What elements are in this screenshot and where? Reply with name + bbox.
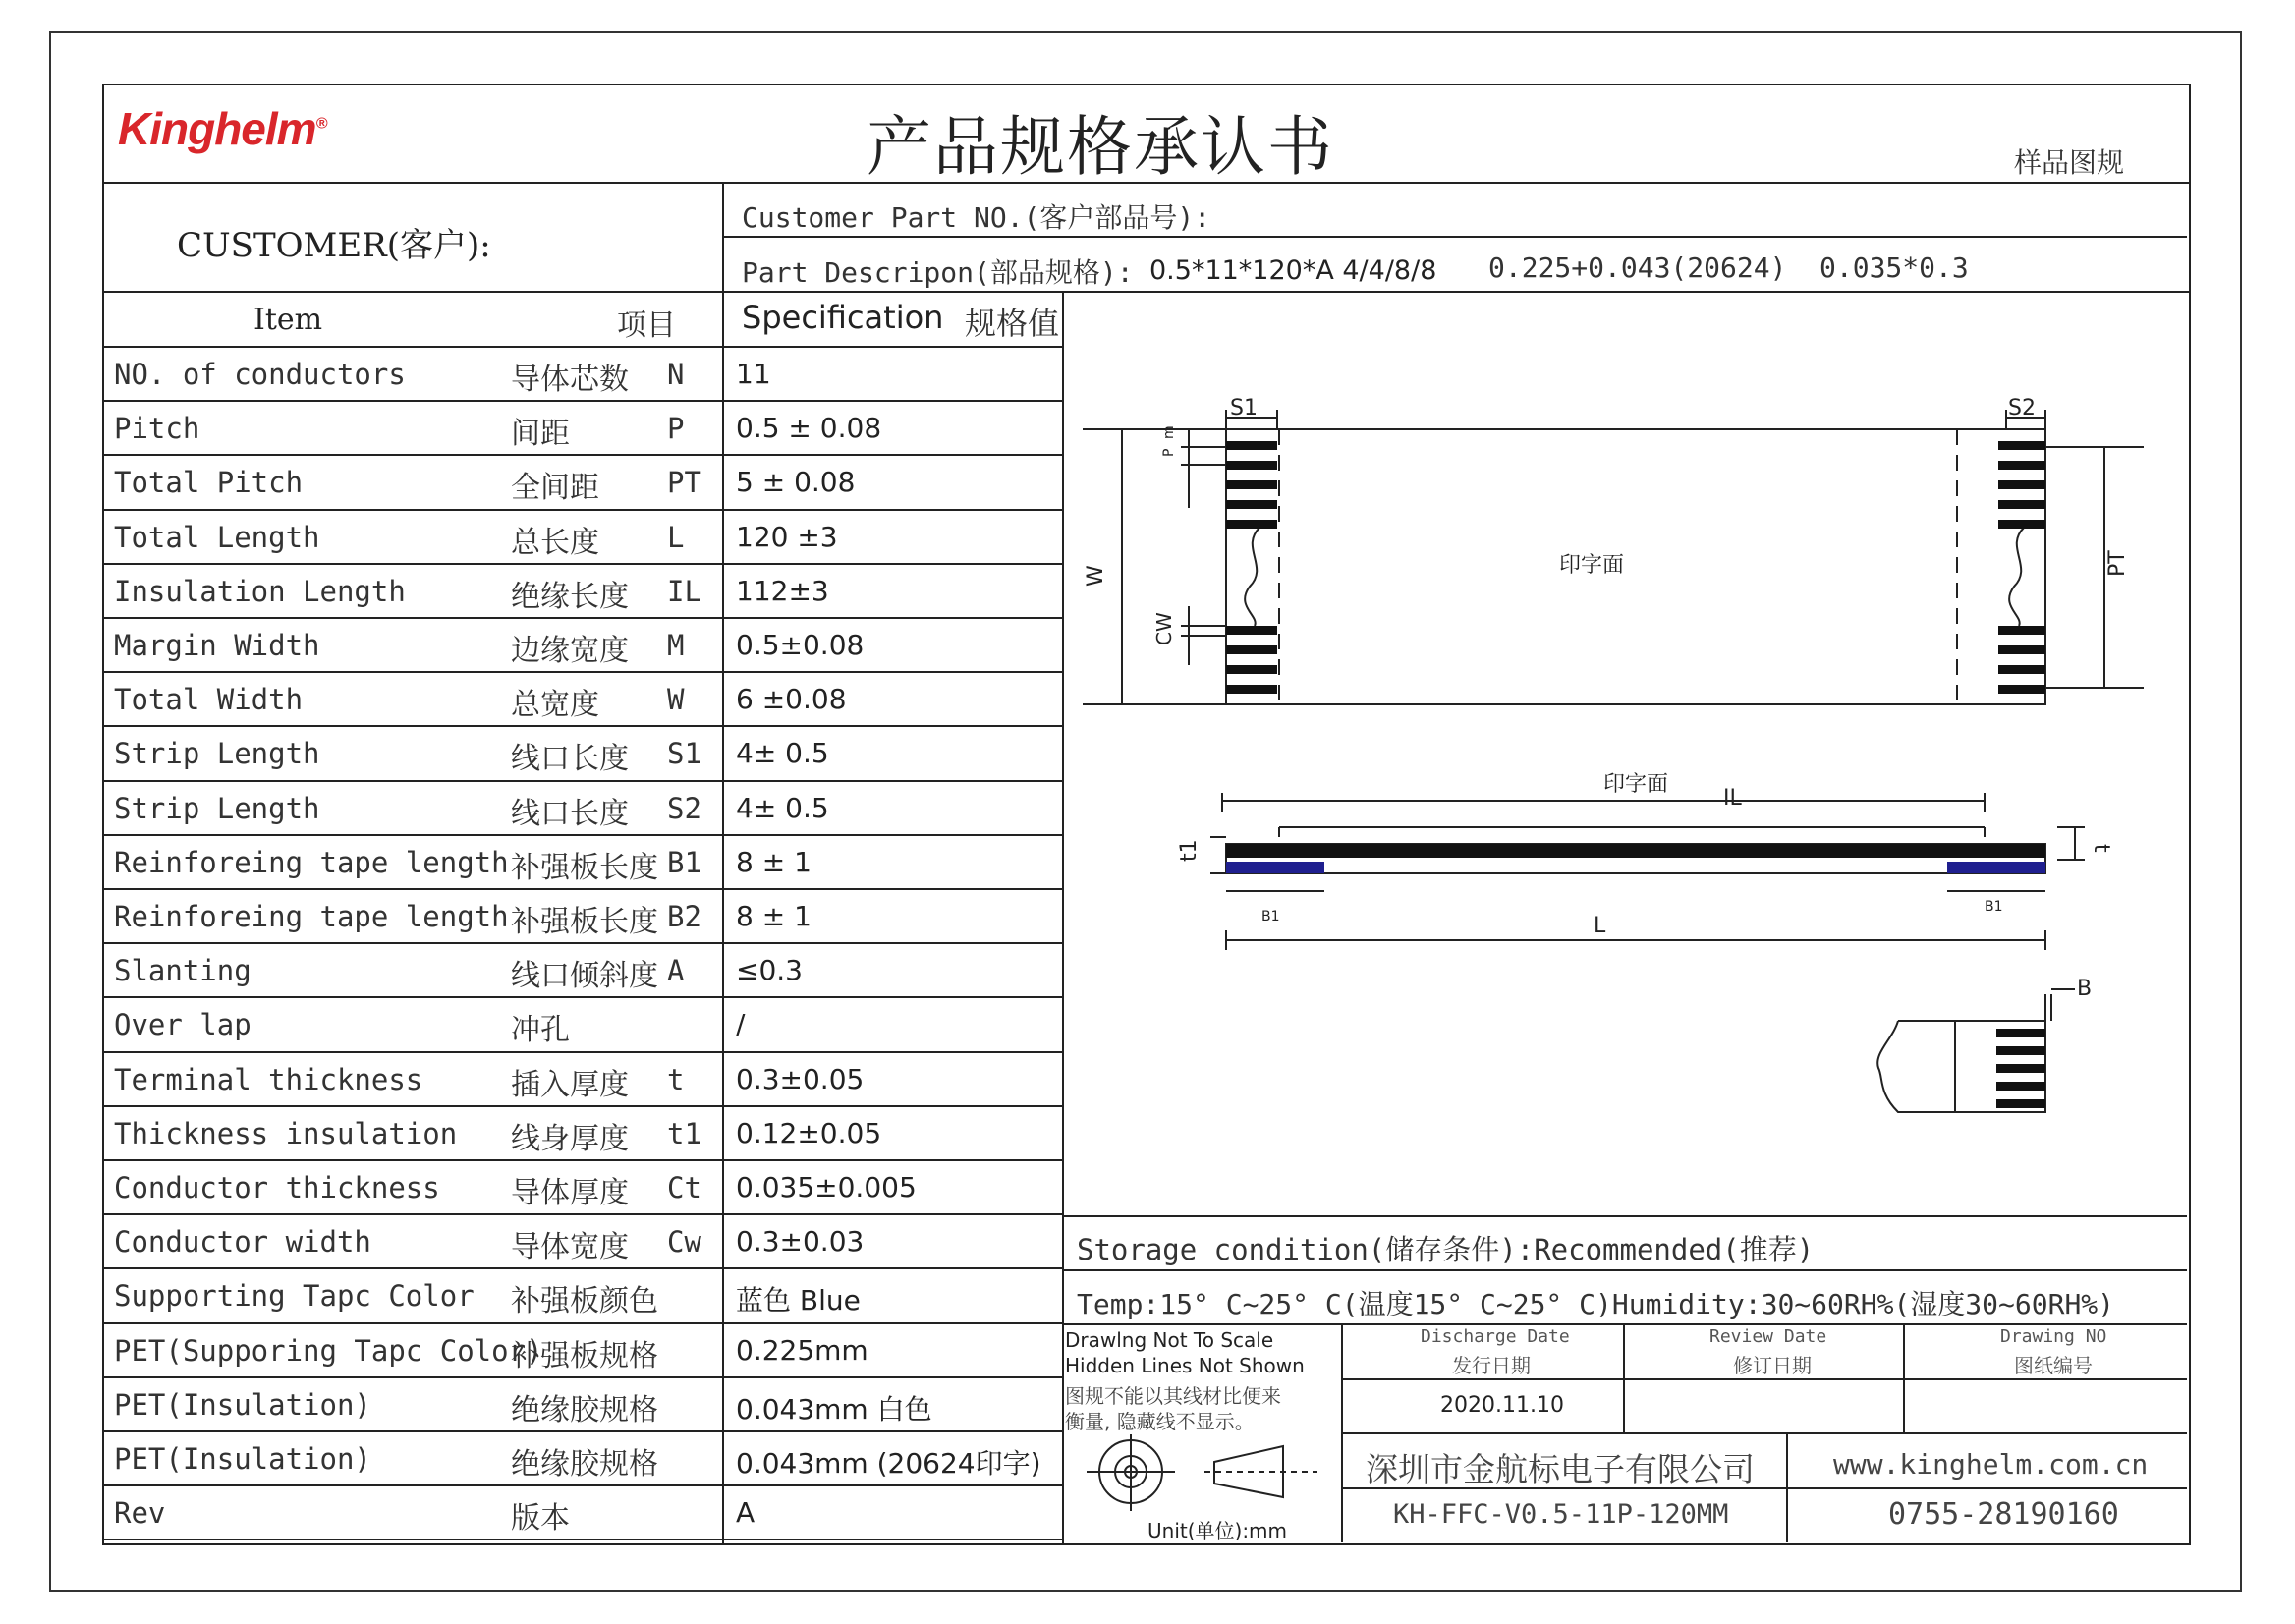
row-item-en: Pitch	[114, 412, 200, 446]
table-row	[102, 617, 1062, 671]
row-spec-value: 0.043mm 白色	[736, 1392, 932, 1426]
row-spec-value: 0.5 ± 0.08	[736, 412, 882, 445]
row-item-en: Conductor thickness	[114, 1171, 440, 1204]
row-spec-value: 8 ± 1	[736, 900, 812, 932]
note-not-to-scale: Drawlng Not To Scale	[1065, 1328, 1274, 1352]
storage-temperature: Temp:15° C~25° C(温度15° C~25° C)Humidity:30~60RH%(湿度30~60RH%)	[1077, 1288, 2115, 1320]
column-header-item-cn: 项目	[617, 308, 676, 343]
part-description-label: Part Descripon(部品规格):	[742, 256, 1134, 289]
row-item-en: PET(Insulation)	[114, 1387, 371, 1422]
part-description-extra-2: 0.035*0.3	[1819, 252, 1969, 284]
row-item-cn: 导体芯数	[511, 363, 629, 397]
row-spec-value: 8 ± 1	[736, 845, 812, 878]
row-item-en: PET(Supporing Tapc Color)	[114, 1333, 543, 1368]
note-cn-1: 图规不能以其线材比便来	[1065, 1384, 1281, 1408]
row-item-en: Total Pitch	[114, 466, 304, 500]
company-website: www.kinghelm.com.cn	[1833, 1448, 2149, 1481]
label-w: W	[1084, 565, 1108, 587]
discharge-date-label-cn: 发行日期	[1452, 1354, 1531, 1377]
row-symbol: N	[667, 358, 685, 391]
label-p: P	[1161, 448, 1177, 457]
row-item-en: Total Length	[114, 520, 320, 554]
row-item-cn: 冲孔	[511, 1013, 570, 1048]
row-spec-value: 4± 0.5	[736, 791, 829, 824]
divider	[102, 182, 2189, 184]
row-spec-value: 4± 0.5	[736, 737, 829, 770]
table-row	[102, 1267, 1062, 1321]
table-row	[102, 563, 1062, 617]
row-spec-value: 11	[736, 358, 771, 390]
discharge-date-label: Discharge Date	[1421, 1326, 1570, 1347]
row-item-cn: 补强板颜色	[511, 1284, 658, 1319]
table-row	[102, 1376, 1062, 1430]
row-item-cn: 间距	[511, 417, 570, 452]
table-row	[102, 1322, 1062, 1376]
row-item-en: Over lap	[114, 1008, 252, 1042]
label-print-face-side: 印字面	[1603, 772, 1669, 797]
label-s2: S2	[2008, 396, 2036, 420]
row-spec-value: 0.12±0.05	[736, 1116, 882, 1149]
divider	[1063, 1215, 2187, 1217]
company-phone: 0755-28190160	[1888, 1497, 2119, 1532]
row-symbol: t	[667, 1062, 685, 1096]
row-spec-value: ≤0.3	[736, 954, 803, 987]
row-item-cn: 补强板长度	[511, 850, 658, 885]
label-m: m	[1161, 425, 1177, 439]
table-row	[102, 1484, 1062, 1539]
doc-type-label: 样品图规	[2014, 146, 2125, 179]
label-il: IL	[1723, 786, 1742, 811]
row-item-en: Thickness insulation	[114, 1116, 458, 1150]
row-spec-value: 0.225mm	[736, 1333, 868, 1367]
customer-part-no-label: Customer Part NO.(客户部品号):	[742, 201, 1211, 234]
row-symbol: L	[667, 520, 685, 554]
table-row	[102, 780, 1062, 834]
row-item-cn: 补强板规格	[511, 1338, 658, 1373]
row-symbol: A	[667, 954, 685, 988]
row-item-cn: 绝缘长度	[511, 579, 629, 614]
row-item-cn: 总长度	[511, 525, 599, 560]
row-item-en: Insulation Length	[114, 574, 406, 608]
row-item-cn: 版本	[511, 1501, 570, 1537]
row-item-cn: 线口倾斜度	[511, 959, 658, 994]
row-spec-value: 6 ±0.08	[736, 683, 847, 716]
row-spec-value: A	[736, 1496, 756, 1530]
storage-condition: Storage condition(储存条件):Recommended(推荐)	[1077, 1233, 1815, 1266]
note-cn-2: 衡量, 隐藏线不显示。	[1065, 1410, 1255, 1433]
table-row	[102, 509, 1062, 563]
table-row	[102, 400, 1062, 454]
customer-label: CUSTOMER(客户):	[177, 226, 491, 265]
row-symbol: W	[667, 683, 685, 717]
divider	[1342, 1378, 2187, 1380]
row-spec-value: 0.5±0.08	[736, 629, 865, 661]
row-symbol: S2	[667, 791, 701, 825]
row-item-cn: 线身厚度	[511, 1121, 629, 1156]
row-spec-value: 0.035±0.005	[736, 1171, 917, 1204]
label-b: B	[2077, 977, 2093, 1001]
row-item-cn: 补强板长度	[511, 905, 658, 939]
row-symbol: Ct	[667, 1171, 701, 1204]
page-title: 产品规格承认书	[867, 109, 1334, 185]
row-spec-value: 120 ±3	[736, 520, 838, 553]
divider	[1342, 1432, 2187, 1434]
row-item-cn: 绝缘胶规格	[511, 1392, 658, 1428]
column-header-item: Item	[253, 303, 323, 337]
row-item-en: Reinforeing tape length	[114, 900, 509, 933]
row-symbol: B1	[667, 845, 701, 879]
table-row	[102, 1105, 1062, 1159]
row-item-en: Terminal thickness	[114, 1062, 423, 1096]
row-item-en: Strip Length	[114, 791, 320, 825]
row-item-cn: 绝缘胶规格	[511, 1447, 658, 1482]
column-header-spec: Specification	[742, 299, 944, 336]
part-description-extra-1: 0.225+0.043(20624)	[1488, 252, 1787, 284]
row-spec-value: 0.043mm (20624印字)	[736, 1447, 1041, 1480]
row-item-cn: 线口长度	[511, 796, 629, 831]
row-symbol: M	[667, 629, 685, 662]
drawing-no-label-cn: 图纸编号	[2014, 1354, 2093, 1377]
row-item-en: Rev	[114, 1496, 166, 1531]
reinforcing-tape	[1226, 862, 2045, 873]
review-date-label-cn: 修订日期	[1733, 1354, 1812, 1377]
row-item-cn: 线口长度	[511, 742, 629, 777]
row-symbol: P	[667, 412, 685, 446]
part-description-value: 0.5*11*120*A 4/4/8/8	[1149, 255, 1437, 286]
row-item-cn: 插入厚度	[511, 1067, 629, 1102]
label-t1: t1	[1177, 839, 1202, 862]
cable-top-view	[1226, 429, 2045, 704]
row-spec-value: 112±3	[736, 574, 829, 607]
review-date-label: Review Date	[1709, 1326, 1827, 1347]
divider	[1063, 1323, 2187, 1325]
table-row	[102, 1051, 1062, 1105]
row-item-en: NO. of conductors	[114, 358, 406, 391]
label-t: t	[2089, 844, 2113, 853]
row-spec-value: /	[736, 1008, 746, 1041]
row-item-en: Conductor width	[114, 1225, 371, 1260]
part-code: KH-FFC-V0.5-11P-120MM	[1393, 1499, 1729, 1530]
row-item-en: PET(Insulation)	[114, 1442, 371, 1476]
table-row	[102, 725, 1062, 779]
table-row	[102, 942, 1062, 996]
table-row	[102, 454, 1062, 508]
table-row	[102, 888, 1062, 942]
label-cw: CW	[1152, 612, 1176, 645]
label-print-face: 印字面	[1559, 553, 1625, 578]
row-symbol: IL	[667, 574, 701, 608]
row-item-en: Supporting Tapc Color	[114, 1279, 475, 1314]
table-row	[102, 1159, 1062, 1213]
unit-label: Unit(单位):mm	[1148, 1519, 1288, 1542]
cable-drawing	[1063, 292, 2187, 1215]
table-row	[102, 346, 1062, 400]
note-hidden-lines: Hidden Lines Not Shown	[1065, 1354, 1305, 1377]
company-name: 深圳市金航标电子有限公司	[1366, 1450, 1755, 1488]
row-item-cn: 导体宽度	[511, 1230, 629, 1265]
row-spec-value: 0.3±0.05	[736, 1062, 865, 1095]
kinghelm-logo: Kinghelm®	[118, 103, 327, 154]
label-pt: PT	[2105, 550, 2130, 577]
label-b1-left: B1	[1261, 909, 1280, 924]
row-spec-value: 0.3±0.03	[736, 1225, 865, 1259]
divider	[1063, 1269, 2187, 1271]
table-row	[102, 834, 1062, 888]
row-item-en: Total Width	[114, 683, 304, 717]
table-row	[102, 996, 1062, 1050]
discharge-date-value: 2020.11.10	[1440, 1393, 1564, 1418]
row-symbol: PT	[667, 466, 701, 500]
row-item-cn: 全间距	[511, 471, 599, 506]
row-symbol: S1	[667, 737, 701, 771]
label-s1: S1	[1230, 396, 1258, 420]
row-item-cn: 边缘宽度	[511, 634, 629, 668]
column-header-spec-cn: 规格值	[965, 305, 1060, 342]
row-spec-value: 5 ± 0.08	[736, 466, 856, 499]
table-row	[102, 1213, 1062, 1267]
row-symbol: B2	[667, 900, 701, 933]
row-symbol: Cw	[667, 1225, 701, 1260]
row-item-en: Slanting	[114, 954, 252, 988]
row-symbol: t1	[667, 1116, 701, 1150]
drawing-no-label: Drawing NO	[2000, 1326, 2107, 1347]
table-row	[102, 671, 1062, 725]
table-row	[102, 1430, 1062, 1484]
row-spec-value: 蓝色 Blue	[736, 1284, 861, 1317]
row-item-cn: 总宽度	[511, 688, 599, 723]
divider	[723, 236, 2187, 238]
row-item-cn: 导体厚度	[511, 1176, 629, 1210]
divider	[102, 1539, 1062, 1540]
row-item-en: Reinforeing tape length	[114, 845, 509, 879]
label-b1-right: B1	[1985, 899, 2003, 915]
label-l: L	[1594, 914, 1606, 938]
row-item-en: Margin Width	[114, 629, 320, 662]
row-item-en: Strip Length	[114, 737, 320, 771]
